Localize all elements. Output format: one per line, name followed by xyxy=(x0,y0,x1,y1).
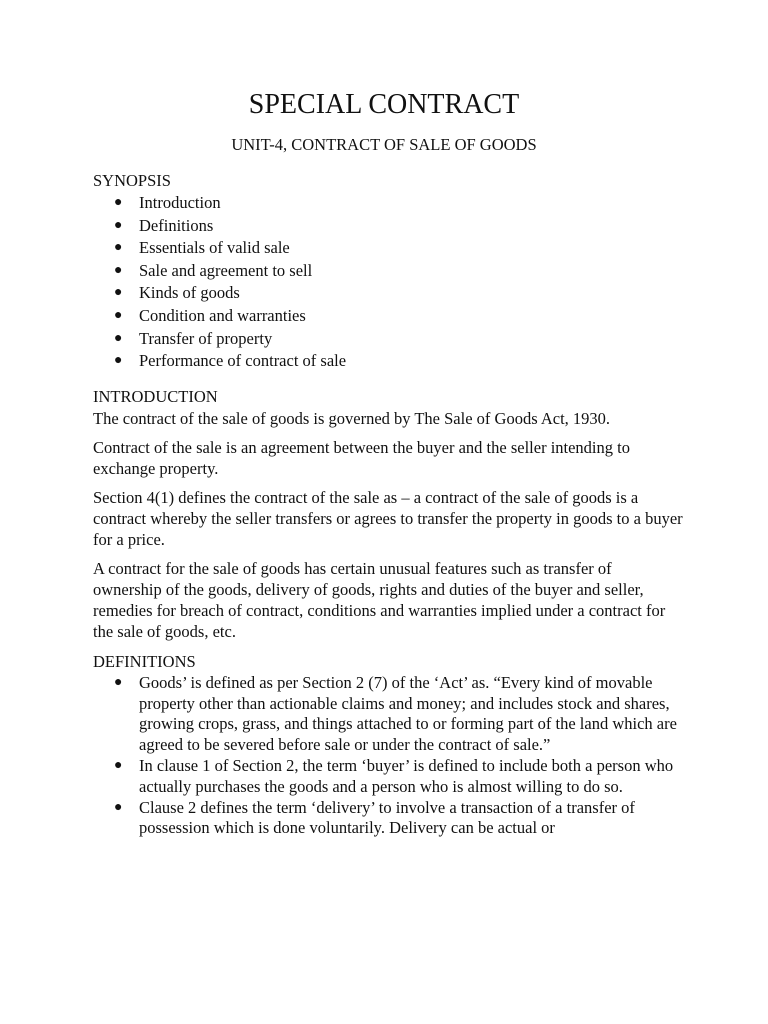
definitions-list xyxy=(93,673,683,839)
synopsis-list xyxy=(93,192,683,373)
introduction-paragraph: Section 4(1) defines the contract of the sale as – a contract of the sale of goods is a contract whereby the seller transfers or agrees to transfer the property in goods to a buyer for a price. xyxy=(93,487,683,549)
list-item: ● Performance of contract of sale xyxy=(93,350,683,373)
list-item: ● Definitions xyxy=(93,215,683,238)
introduction-paragraph: A contract for the sale of goods has certain unusual features such as transfer of ownership of the goods, delivery of goods, rights and duties of the buyer and seller, remedies for breach of contract, conditions and warranties implied under a contract for the sale of goods, etc. xyxy=(93,558,666,641)
document-title: SPECIAL CONTRACT xyxy=(248,89,520,120)
bullet-icon: ● xyxy=(114,307,123,323)
introduction-paragraph: The contract of the sale of goods is governed by The Sale of Goods Act, 1930. xyxy=(93,408,611,428)
bullet-icon: ● xyxy=(114,799,123,815)
bullet-icon: ● xyxy=(114,262,123,278)
introduction-paragraph: Contract of the sale is an agreement between the buyer and the seller intending to exchange property. xyxy=(93,437,630,478)
list-item: ● Introduction xyxy=(93,192,683,215)
bullet-icon: ● xyxy=(114,240,123,256)
list-item: ● Essentials of valid sale xyxy=(93,237,683,260)
bullet-icon: ● xyxy=(114,217,123,233)
list-item: ● Condition and warranties xyxy=(93,305,683,328)
introduction-heading: INTRODUCTION xyxy=(93,386,218,406)
bullet-icon: ● xyxy=(114,330,123,346)
list-item: ● Clause 2 defines the term ‘delivery’ to involve a transaction of a transfer of possession which is done voluntarily. Delivery can be actual or xyxy=(114,797,635,838)
list-item: ● Kinds of goods xyxy=(93,282,683,305)
bullet-icon: ● xyxy=(114,353,123,369)
list-item: ● Sale and agreement to sell xyxy=(93,260,683,283)
definitions-heading: DEFINITIONS xyxy=(93,651,196,671)
synopsis-heading: SYNOPSIS xyxy=(93,171,171,190)
bullet-icon: ● xyxy=(114,195,123,210)
document-subtitle: UNIT-4, CONTRACT OF SALE OF GOODS xyxy=(231,135,537,154)
list-item: ● Transfer of property xyxy=(93,328,683,351)
list-item: ● Goods’ is defined as per Section 2 (7) of the ‘Act’ as. “Every kind of movable property other than actionable claims and money; and includes stock and shares, growing crops, grass, and things attached to or forming part of the land which are agreed to be severed before sale or under the contract of sale.” xyxy=(114,672,677,755)
list-item: ● In clause 1 of Section 2, the term ‘buyer’ is defined to include both a person who actually purchases the goods and a person who is almost willing to do so. xyxy=(114,755,674,796)
bullet-icon: ● xyxy=(114,285,123,301)
bullet-icon: ● xyxy=(114,757,123,773)
bullet-icon: ● xyxy=(114,674,123,690)
document-body xyxy=(93,170,683,839)
